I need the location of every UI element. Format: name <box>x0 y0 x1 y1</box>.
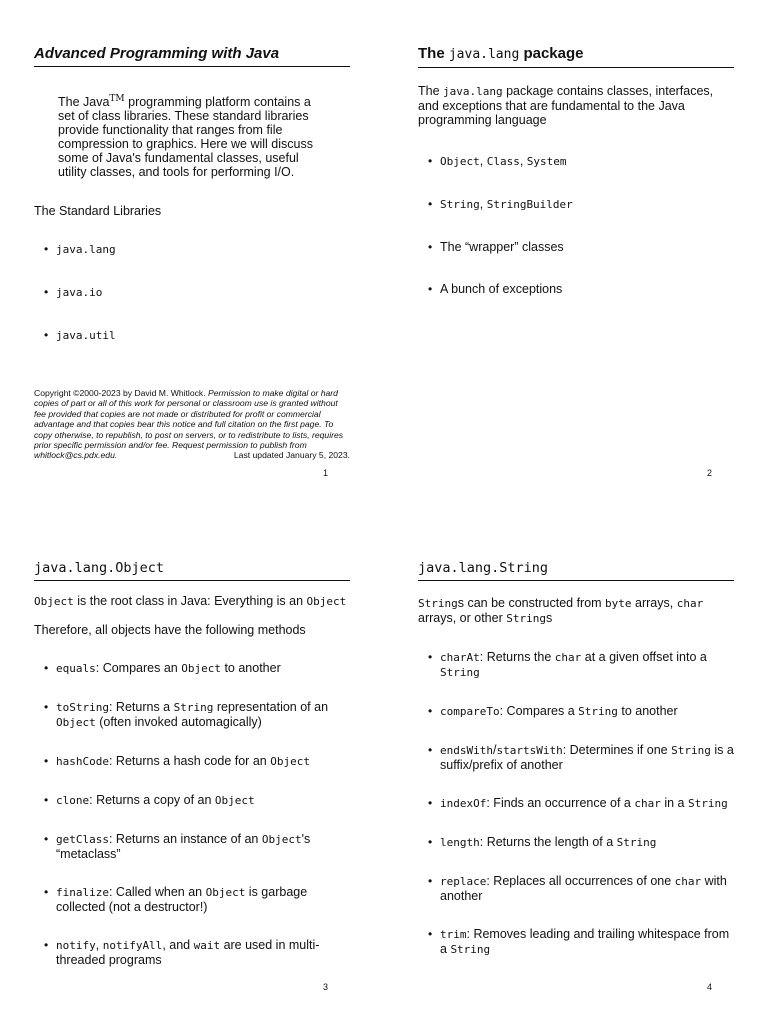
page-number: 1 <box>322 468 328 478</box>
slide-1 <box>34 44 350 484</box>
intro-paragraph: Therefore, all objects have the following methods <box>34 623 306 637</box>
list-item: • getClass: Returns an instance of an Object's “metaclass” <box>34 832 334 861</box>
abstract <box>58 92 328 179</box>
title-text: package <box>519 45 584 62</box>
list-item: • A bunch of exceptions <box>418 282 573 296</box>
page-number: 2 <box>706 468 712 478</box>
library-list <box>34 242 116 343</box>
intro-paragraph: The java.lang package contains classes, interfaces, and exceptions that are fundamental to the Java programming language <box>418 84 714 127</box>
list-item: • Object, Class, System <box>418 154 573 169</box>
list-item: • toString: Returns a String representation of an Object (often invoked automagically) <box>34 700 334 730</box>
slide-3 <box>34 558 350 998</box>
trademark-superscript: TM <box>109 94 125 104</box>
list-item: • The “wrapper” classes <box>418 240 573 254</box>
permission-text: Permission to make digital or hard copies of part or all of this work for personal or classroom use is granted without fee provided that copies are not made or distributed for profit or commercial advantage and that copies bear this notice and full citation on the first page. To copy otherwise, to republish, to post on servers, or to redistribute to lists, requires prior specific permission and/or fee. Request permission to publish from whitlock@cs.pdx.edu. <box>34 388 344 461</box>
list-item: • String, StringBuilder <box>418 197 573 212</box>
list-item <box>34 285 116 300</box>
title-code: java.lang <box>448 47 520 62</box>
list-item: • endsWith/startsWith: Determines if one String is a suffix/prefix of another <box>418 743 734 772</box>
last-updated: Last updated January 5, 2023. <box>233 450 350 461</box>
library-name: java.util <box>56 329 116 342</box>
list-item: • clone: Returns a copy of an Object <box>34 793 334 808</box>
package-contents-list <box>418 154 573 296</box>
abstract-text: The Java <box>58 95 110 110</box>
library-name: java.lang <box>56 243 116 256</box>
copyright-text: Copyright ©2000-2023 by David M. Whitlock. <box>34 388 206 398</box>
abstract-text: programming platform contains a set of class libraries. These standard libraries provide functionality that ranges from file compression to graphics. Here we will discuss some of Java's fundamental classes, useful utility classes, and tools for performing I/O. <box>58 95 313 180</box>
slide-title <box>418 44 734 68</box>
object-methods-list <box>34 661 334 967</box>
page-number: 4 <box>706 982 712 992</box>
list-item: • notify, notifyAll, and wait are used in multi-threaded programs <box>34 938 334 967</box>
list-item <box>34 328 116 343</box>
list-item: • compareTo: Compares a String to another <box>418 704 734 719</box>
list-item: • indexOf: Finds an occurrence of a char in a String <box>418 796 734 811</box>
page-number: 3 <box>322 982 328 992</box>
slide-title: java.lang.String <box>418 558 734 581</box>
list-item <box>34 242 116 257</box>
list-item: • replace: Replaces all occurrences of one char with another <box>418 874 734 903</box>
section-heading: The Standard Libraries <box>34 204 162 218</box>
slide-title: java.lang.Object <box>34 558 350 581</box>
list-item: • equals: Compares an Object to another <box>34 661 334 676</box>
library-name: java.io <box>56 286 103 299</box>
copyright-notice <box>34 388 350 461</box>
list-item: • length: Returns the length of a String <box>418 835 734 850</box>
intro-paragraph: Strings can be constructed from byte arrays, char arrays, or other Strings <box>418 596 704 625</box>
list-item: • finalize: Called when an Object is garbage collected (not a destructor!) <box>34 885 334 914</box>
list-item: • trim: Removes leading and trailing whitespace from a String <box>418 927 734 957</box>
list-item: • hashCode: Returns a hash code for an Object <box>34 754 334 769</box>
slide-title: Advanced Programming with Java <box>34 44 350 67</box>
title-text: The <box>418 45 449 62</box>
list-item: • charAt: Returns the char at a given offset into a String <box>418 650 734 680</box>
intro-paragraph: Object is the root class in Java: Everything is an Object <box>34 594 347 608</box>
slide-4 <box>418 558 734 998</box>
string-methods-list <box>418 650 734 957</box>
slide-2 <box>418 44 734 484</box>
